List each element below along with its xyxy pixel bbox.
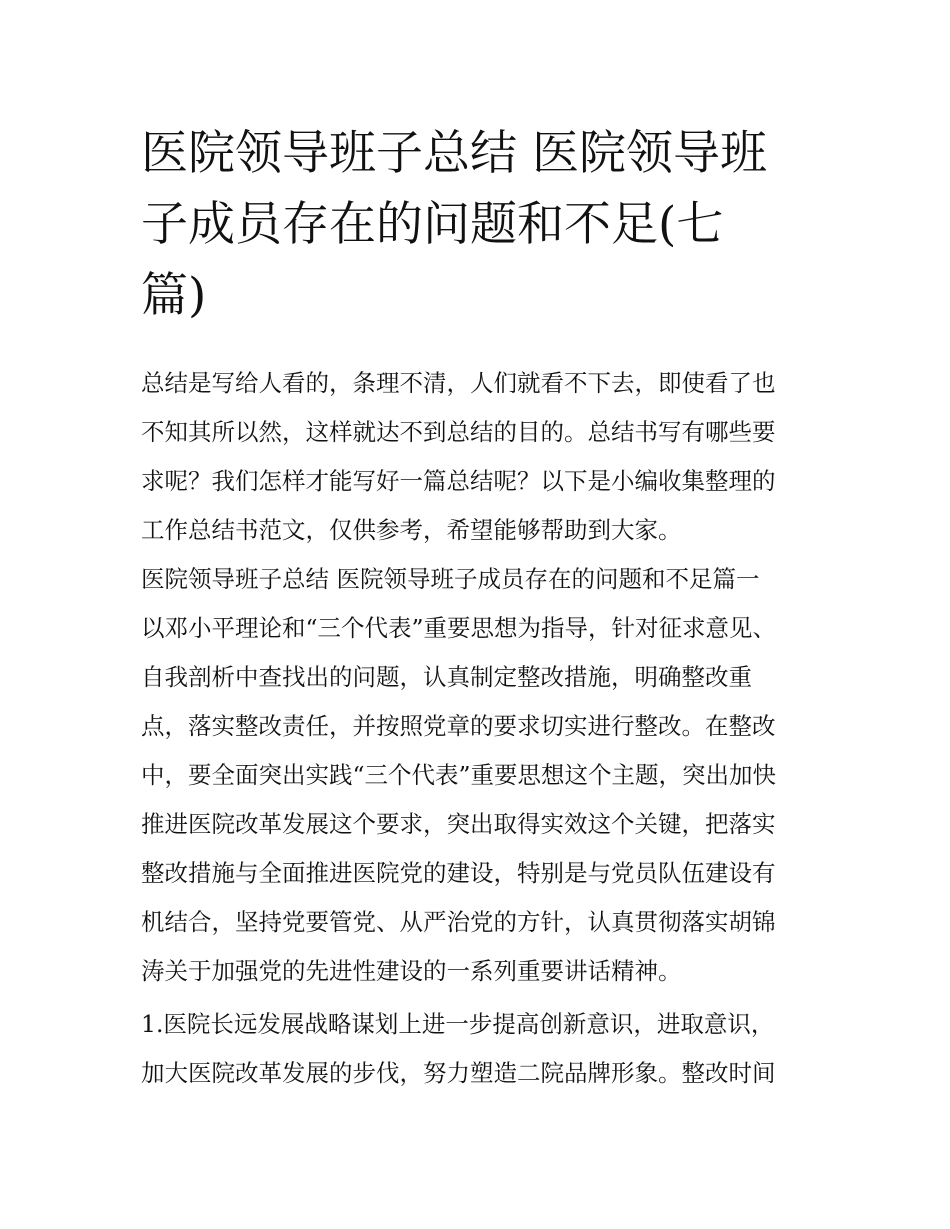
intro-paragraph bbox=[141, 359, 821, 555]
paragraph-line: 中，要全面突出实践“三个代表”重要思想这个主题，突出加快 bbox=[141, 761, 777, 789]
section-paragraph bbox=[141, 555, 821, 996]
paragraph-line: 求呢？我们怎样才能写好一篇总结呢？以下是小编收集整理的 bbox=[141, 467, 776, 495]
title-line: 子成员存在的问题和不足(七 bbox=[141, 197, 724, 252]
paragraph-line: 总结是写给人看的，条理不清，人们就看不下去，即使看了也 bbox=[141, 369, 776, 397]
paragraph-line: 点，落实整改责任，并按照党章的要求切实进行整改。在整改 bbox=[141, 712, 776, 740]
paragraph-line: 加大医院改革发展的步伐，努力塑造二院品牌形象。整改时间 bbox=[141, 1059, 776, 1087]
document-title bbox=[141, 118, 821, 331]
paragraph-line: 推进医院改革发展这个要求，突出取得实效这个关键，把落实 bbox=[141, 810, 776, 838]
paragraph-line: 整改措施与全面推进医院党的建设，特别是与党员队伍建设有 bbox=[141, 859, 776, 887]
document-body bbox=[141, 359, 821, 1098]
section-heading-line: 医院领导班子总结 医院领导班子成员存在的问题和不足篇一 bbox=[141, 565, 760, 593]
paragraph-line: 机结合，坚持党要管党、从严治党的方针，认真贯彻落实胡锦 bbox=[141, 908, 776, 936]
paragraph-line: 自我剖析中查找出的问题，认真制定整改措施，明确整改重 bbox=[141, 663, 752, 691]
numbered-item bbox=[141, 1000, 821, 1098]
title-line: 医院领导班子总结 医院领导班 bbox=[141, 126, 767, 181]
title-line: 篇) bbox=[141, 268, 207, 323]
paragraph-line: 涛关于加强党的先进性建设的一系列重要讲话精神。 bbox=[141, 957, 682, 985]
paragraph-line: 工作总结书范文，仅供参考，希望能够帮助到大家。 bbox=[141, 516, 682, 544]
paragraph-line: 不知其所以然，这样就达不到总结的目的。总结书写有哪些要 bbox=[141, 418, 776, 446]
paragraph-line: 以邓小平理论和“三个代表”重要思想为指导，针对征求意见、 bbox=[141, 614, 777, 642]
paragraph-line: 1.医院长远发展战略谋划上进一步提高创新意识，进取意识， bbox=[141, 1010, 775, 1038]
